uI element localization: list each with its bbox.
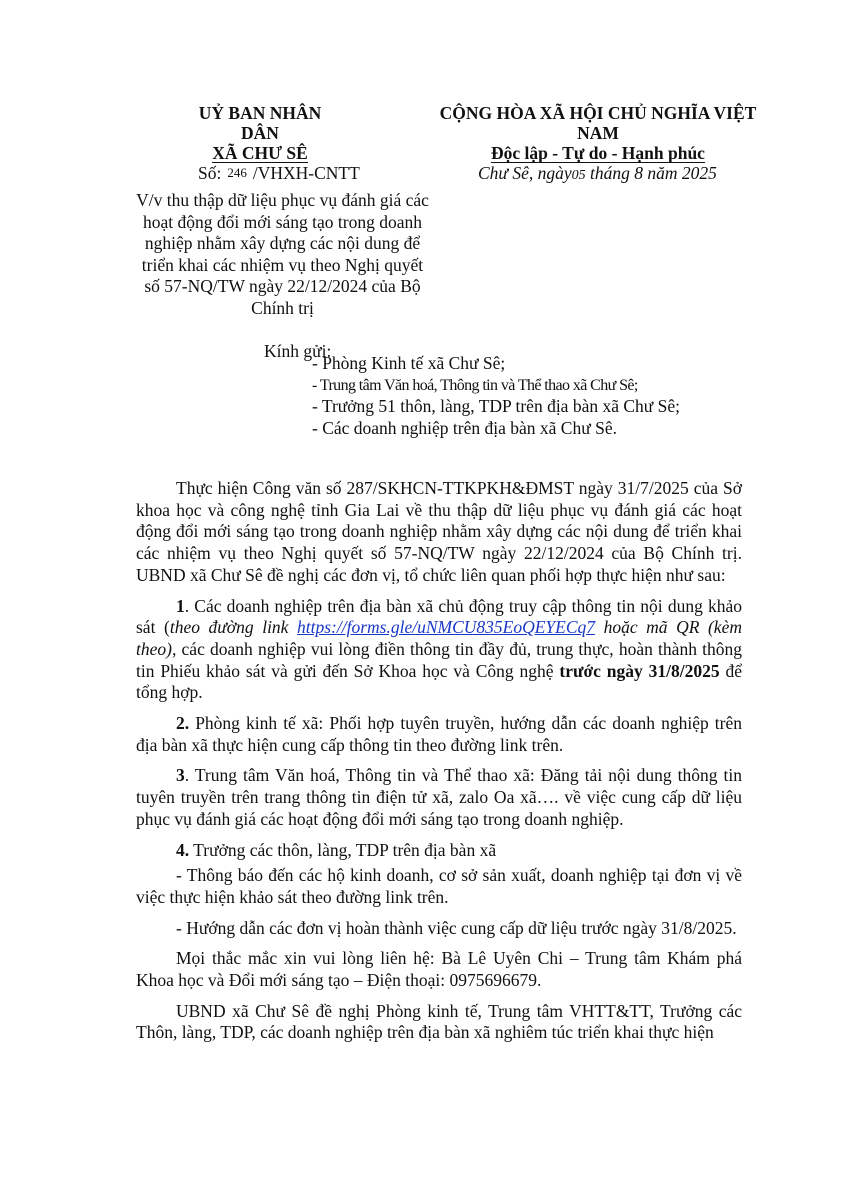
item-4-sub-1: - Thông báo đến các hộ kinh doanh, cơ sở sản xuất, doanh nghiệp tại đơn vị về việc thực hiện khảo sát theo đường link trên. [136,865,742,907]
nation-motto: Độc lập - Tự do - Hạnh phúc [491,143,705,163]
item-4-number: 4. [176,839,190,860]
date-day: 05 [571,168,586,183]
item-1-number: 1 [176,595,185,616]
item-4-paragraph: 4. Trưởng các thôn, làng, TDP trên địa bàn xã [176,839,497,860]
issue-date [478,163,717,186]
doc-number-value: 246 [227,165,247,180]
doc-number-prefix: Số: [198,163,222,183]
survey-link[interactable]: https://forms.gle/uNMCU835EoQEYECq7 [297,617,596,638]
recipients-label: Kính gửi: [264,341,332,361]
contact-paragraph: Mọi thắc mắc xin vui lòng liên hệ: Bà Lê Uyên Chi – Trung tâm Khám phá Khoa học và Đổi mới sáng tạo – Điện thoại: 0975696679. [136,948,742,991]
agency-unit: XÃ CHƯ SÊ [212,143,308,163]
national-header [418,103,778,163]
date-place: Chư Sê, ngày [478,163,572,183]
item-1-paragraph: 1. Các doanh nghiệp trên địa bàn xã chủ động truy cập thông tin nội dung khảo sát (theo đường link https://forms.gle/uNMCU835EoQEYECq7 hoặc mã QR (kèm theo), các doanh nghiệp vui lòng điền thông tin đầy đủ, trung thực, hoàn thành thông tin Phiếu khảo sát và gửi đến Sở Khoa học và Công nghệ trước ngày 31/8/2025 để tổng hợp. [136,595,742,703]
document-number [198,163,360,185]
closing-paragraph: UBND xã Chư Sê đề nghị Phòng kinh tế, Trung tâm VHTT&TT, Trưởng các Thôn, làng, TDP, các doanh nghiệp trên địa bàn xã nghiêm túc triển khai thực hiện [136,1000,742,1043]
agency-name: UỶ BAN NHÂN DÂN [198,103,322,143]
doc-number-suffix: /VHXH-CNTT [252,163,360,183]
nation-name: CỘNG HÒA XÃ HỘI CHỦ NGHĨA VIỆT NAM [439,103,757,143]
recipients-list [312,353,680,440]
issuing-agency [180,103,340,163]
item-3-number: 3 [176,765,185,786]
document-body [136,478,742,1053]
document-subject: V/v thu thập dữ liệu phục vụ đánh giá các hoạt động đổi mới sáng tạo trong doanh nghiệp nhằm xây dựng các nội dung để triển khai các nhiệm vụ theo Nghị quyết số 57-NQ/TW ngày 22/12/2024 của Bộ Chính trị [136,190,429,318]
item-2-paragraph: 2. Phòng kinh tế xã: Phối hợp tuyên truyền, hướng dẫn các doanh nghiệp trên địa bàn xã thực hiện cung cấp thông tin theo đường link trên. [136,713,742,755]
recipient-item: - Các doanh nghiệp trên địa bàn xã Chư Sê. [312,418,617,439]
recipient-item: - Trưởng 51 thôn, làng, TDP trên địa bàn xã Chư Sê; [312,396,681,417]
intro-paragraph: Thực hiện Công văn số 287/SKHCN-TTKPKH&ĐMST ngày 31/7/2025 của Sở khoa học và công nghệ tỉnh Gia Lai về thu thập dữ liệu phục vụ đánh giá các hoạt động đổi mới sáng tạo trong doanh nghiệp nhằm xây dựng các nội dung để triển khai các nhiệm vụ theo Nghị quyết số 57-NQ/TW ngày 22/12/2024 của Bộ Chính trị. UBND xã Chư Sê đề nghị các đơn vị, tổ chức liên quan phối hợp thực hiện như sau: [136,478,742,585]
recipient-item: - Trung tâm Văn hoá, Thông tin và Thể thao xã Chư Sê; [312,376,638,394]
date-rest: tháng 8 năm 2025 [590,163,717,183]
item-2-number: 2. [176,713,190,734]
deadline-text: trước ngày 31/8/2025 [559,660,720,681]
item-3-paragraph: 3. Trung tâm Văn hoá, Thông tin và Thể thao xã: Đăng tải nội dung thông tin tuyên truyền trên trang thông tin điện tử xã, zalo Oa xã…. về việc cung cấp dữ liệu phục vụ đánh giá các hoạt động đổi mới sáng tạo trong doanh nghiệp. [136,765,742,829]
item-4-sub-2: - Hướng dẫn các đơn vị hoàn thành việc cung cấp dữ liệu trước ngày 31/8/2025. [176,917,737,938]
recipient-item: - Phòng Kinh tế xã Chư Sê; [312,353,506,373]
